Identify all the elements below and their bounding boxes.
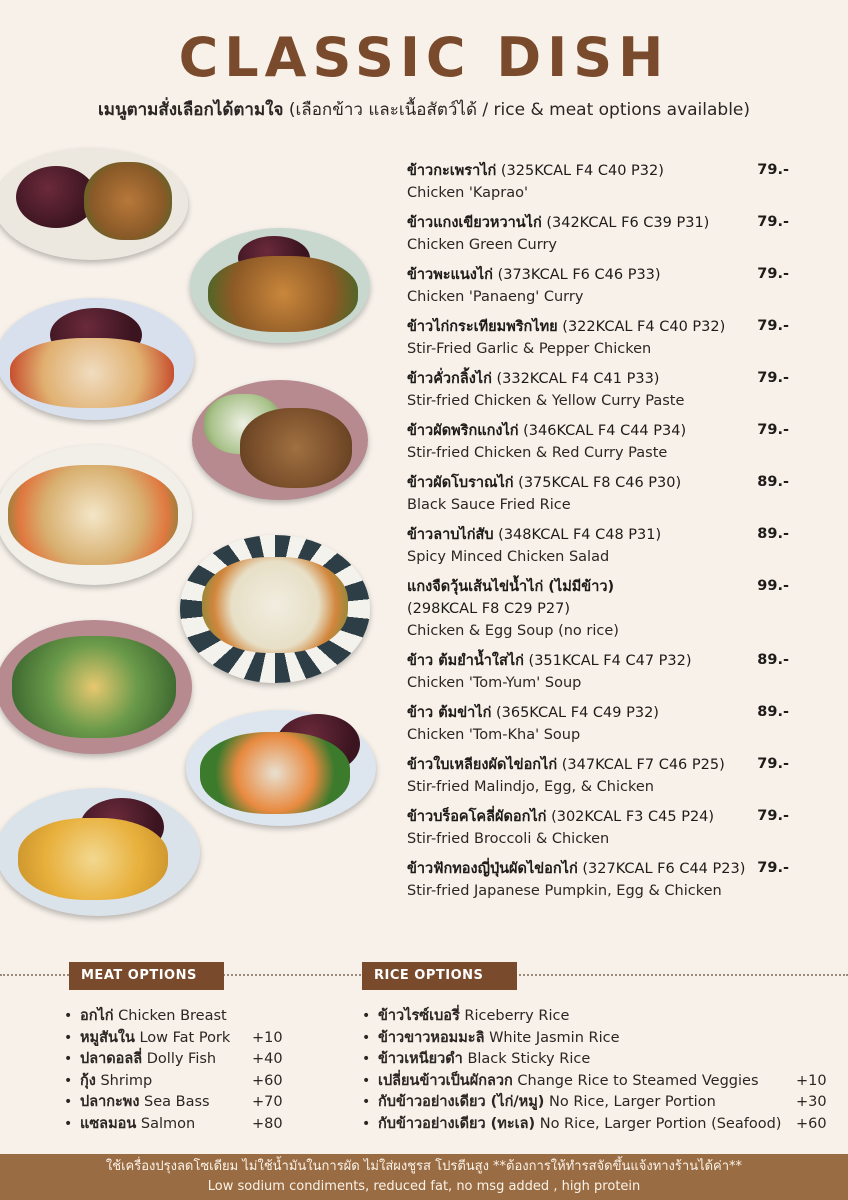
- menu-item-thai-name: ข้าวใบเหลียงผัดไข่อกไก่: [407, 757, 558, 773]
- menu-item: [407, 702, 807, 746]
- menu-item-nutrition: (327KCAL F6 C44 P23): [582, 861, 746, 877]
- footer-line-english: Low sodium condiments, reduced fat, no msg added , high protein: [207, 1179, 641, 1194]
- option-item: [64, 1114, 294, 1136]
- option-item: [362, 1049, 832, 1071]
- menu-item-english: Stir-Fried Garlic & Pepper Chicken: [407, 341, 652, 357]
- dish-image-curry-stir-fry: [0, 445, 192, 585]
- menu-item-nutrition: (373KCAL F6 C46 P33): [497, 267, 661, 283]
- menu-item: [407, 858, 807, 902]
- menu-item-thai: [407, 806, 807, 828]
- option-item: [362, 1114, 832, 1136]
- page-subtitle: [0, 96, 848, 123]
- menu-item-nutrition: (375KCAL F8 C46 P30): [518, 475, 682, 491]
- menu-item-nutrition: (346KCAL F4 C44 P34): [523, 423, 687, 439]
- menu-item-english: Chicken 'Kaprao': [407, 185, 528, 201]
- menu-item: [407, 368, 807, 412]
- menu-item-thai-name: ข้าวพะแนงไก่: [407, 267, 493, 283]
- menu-item-nutrition: (325KCAL F4 C40 P32): [500, 163, 664, 179]
- option-extra-price: +30: [796, 1094, 827, 1110]
- option-english: Low Fat Pork: [139, 1029, 231, 1046]
- option-item: [362, 1071, 832, 1093]
- menu-item-nutrition: (351KCAL F4 C47 P32): [528, 653, 692, 669]
- menu-item-price: 79.-: [757, 214, 789, 230]
- option-item: [64, 1049, 294, 1071]
- subtitle-rest: (เลือกข้าว และเนื้อสัตว์ได้ / rice & meat options available): [288, 100, 751, 120]
- dish-image-green-curry: [190, 228, 370, 343]
- menu-item-thai-name: ข้าวลาบไก่สับ: [407, 527, 494, 543]
- menu-item-price: 89.-: [757, 704, 789, 720]
- menu-list: [407, 160, 807, 910]
- dish-image-soup-bowl: [180, 535, 370, 683]
- menu-item-price: 79.-: [757, 860, 789, 876]
- dish-image-pumpkin: [0, 788, 200, 916]
- menu-item-thai-name: ข้าวแกงเขียวหวานไก่: [407, 215, 542, 231]
- option-english: Dolly Fish: [146, 1051, 217, 1067]
- menu-item-price: 79.-: [757, 318, 789, 334]
- menu-item: [407, 420, 807, 464]
- menu-item-thai-name: ข้าวผัดพริกแกงไก่: [407, 423, 519, 439]
- menu-item-price: 79.-: [757, 756, 789, 772]
- option-english: Shrimp: [100, 1072, 153, 1089]
- subtitle-thai: เมนูตามสั่งเลือกได้ตามใจ: [97, 100, 284, 120]
- option-item: [64, 1071, 294, 1093]
- dish-image-garlic-chicken: [192, 380, 368, 500]
- menu-item-thai: [407, 212, 807, 234]
- option-thai: ข้าวขาวหอมมะลิ: [378, 1029, 485, 1046]
- option-english: No Rice, Larger Portion (Seafood): [539, 1115, 782, 1132]
- menu-item-nutrition: (347KCAL F7 C46 P25): [561, 757, 725, 773]
- option-thai: หมูสันใน: [80, 1029, 135, 1046]
- rice-options-heading: RICE OPTIONS: [362, 962, 517, 990]
- menu-item-price: 89.-: [757, 474, 789, 490]
- menu-item-thai-name: แกงจืดวุ้นเส้นไข่น้ำไก่ (ไม่มีข้าว): [407, 579, 615, 595]
- menu-item-english: Stir-fried Chicken & Red Curry Paste: [407, 445, 668, 461]
- rice-options-list: [362, 1006, 832, 1135]
- menu-item-english: Chicken 'Tom-Kha' Soup: [407, 727, 581, 743]
- menu-item-thai-name: ข้าวบร็อคโคลี่ผัดอกไก่: [407, 809, 547, 825]
- menu-item-price: 99.-: [757, 578, 789, 594]
- menu-item-price: 79.-: [757, 370, 789, 386]
- menu-item-nutrition: (342KCAL F6 C39 P31): [546, 215, 710, 231]
- dish-image-kaprao: [0, 148, 188, 260]
- menu-item-thai-name: ข้าวฟักทองญี่ปุ่นผัดไข่อกไก่: [407, 861, 578, 877]
- option-item: [362, 1092, 832, 1114]
- option-english: Chicken Breast: [118, 1008, 227, 1024]
- menu-item-thai: [407, 264, 807, 286]
- option-english: Change Rice to Steamed Veggies: [517, 1072, 759, 1089]
- menu-item-thai-name: ข้าวกะเพราไก่: [407, 163, 497, 179]
- menu-item-thai: [407, 754, 807, 776]
- dish-image-broccoli: [186, 710, 376, 826]
- menu-item-price: 79.-: [757, 808, 789, 824]
- footer-note: [0, 1154, 848, 1200]
- option-thai: กับข้าวอย่างเดียว (ไก่/หมู): [378, 1094, 545, 1110]
- dish-image-malindjo: [0, 620, 192, 754]
- option-extra-price: +60: [796, 1115, 827, 1132]
- menu-item-nutrition: (348KCAL F4 C48 P31): [498, 527, 662, 543]
- option-extra-price: +40: [252, 1051, 283, 1067]
- menu-item-thai-name: ข้าว ต้มข่าไก่: [407, 705, 492, 721]
- menu-item: [407, 212, 807, 256]
- option-thai: กับข้าวอย่างเดียว (ทะเล): [378, 1115, 536, 1132]
- menu-item-nutrition: (365KCAL F4 C49 P32): [495, 705, 659, 721]
- option-thai: เปลี่ยนข้าวเป็นผักลวก: [378, 1072, 513, 1089]
- footer-line-thai: ใช้เครื่องปรุงลดโซเดียม ไม่ใช้น้ำมันในการผัด ไม่ใส่ผงชูรส โปรตีนสูง **ต้องการให้ทำรสจัดขึ้นแจ้งทางร้านได้ค่า**: [105, 1159, 743, 1174]
- menu-item: [407, 316, 807, 360]
- menu-item: [407, 472, 807, 516]
- option-item: [362, 1028, 832, 1050]
- menu-item-thai: [407, 524, 807, 546]
- menu-item-nutrition: (302KCAL F3 C45 P24): [551, 809, 715, 825]
- menu-item-english: Stir-fried Japanese Pumpkin, Egg & Chicken: [407, 883, 722, 899]
- menu-item-thai: [407, 368, 807, 390]
- option-extra-price: +10: [796, 1072, 827, 1089]
- menu-item-english: Spicy Minced Chicken Salad: [407, 549, 610, 565]
- menu-item-english: Chicken & Egg Soup (no rice): [407, 623, 619, 639]
- option-thai: ข้าวไรซ์เบอรี่: [378, 1008, 460, 1024]
- page-title: CLASSIC DISH: [178, 26, 670, 89]
- option-english: Riceberry Rice: [464, 1008, 570, 1024]
- option-item: [64, 1092, 294, 1114]
- menu-item-price: 79.-: [757, 422, 789, 438]
- menu-item-thai: [407, 650, 807, 672]
- menu-item: [407, 754, 807, 798]
- option-thai: ปลากะพง: [80, 1094, 140, 1110]
- option-item: [64, 1028, 294, 1050]
- menu-item-price: 79.-: [757, 266, 789, 282]
- meat-options-list: [64, 1006, 294, 1135]
- menu-item: [407, 650, 807, 694]
- option-extra-price: +80: [252, 1115, 283, 1132]
- dish-image-panaeng: [0, 298, 194, 420]
- option-english: Salmon: [140, 1115, 196, 1132]
- option-thai: ข้าวเหนียวดำ: [378, 1051, 463, 1067]
- option-thai: ปลาดอลลี่: [80, 1051, 143, 1067]
- menu-item-thai: [407, 420, 807, 442]
- menu-item-english: Black Sauce Fried Rice: [407, 497, 571, 513]
- option-english: No Rice, Larger Portion: [549, 1094, 716, 1110]
- menu-item-thai: [407, 472, 807, 494]
- menu-item: [407, 160, 807, 204]
- menu-item-english: Chicken Green Curry: [407, 237, 557, 253]
- option-thai: แซลมอน: [80, 1115, 137, 1132]
- menu-item: [407, 806, 807, 850]
- menu-item-thai-name: ข้าวคั่วกลิ้งไก่: [407, 371, 492, 387]
- option-item: [64, 1006, 294, 1028]
- menu-item: [407, 524, 807, 568]
- menu-item-thai-name: ข้าวไก่กระเทียมพริกไทย: [407, 319, 558, 335]
- menu-item-nutrition: (332KCAL F4 C41 P33): [496, 371, 660, 387]
- dish-photos: [0, 140, 390, 930]
- menu-item-thai-name: ข้าว ต้มยำน้ำใสไก่: [407, 653, 524, 669]
- option-english: White Jasmin Rice: [489, 1029, 620, 1046]
- menu-item-thai: [407, 576, 807, 598]
- menu-item-price: 89.-: [757, 526, 789, 542]
- option-english: Sea Bass: [144, 1094, 210, 1110]
- option-thai: กุ้ง: [80, 1072, 96, 1089]
- menu-item-nutrition: (298KCAL F8 C29 P27): [407, 601, 570, 617]
- menu-item-english: Stir-fried Chicken & Yellow Curry Paste: [407, 393, 685, 409]
- option-english: Black Sticky Rice: [467, 1051, 591, 1067]
- option-extra-price: +70: [252, 1094, 283, 1110]
- menu-item-thai: [407, 316, 807, 338]
- menu-item-english: Chicken 'Panaeng' Curry: [407, 289, 584, 305]
- menu-item-english: Chicken 'Tom-Yum' Soup: [407, 675, 582, 691]
- option-extra-price: +10: [252, 1029, 283, 1046]
- menu-item-thai-name: ข้าวผัดโบราณไก่: [407, 475, 514, 491]
- option-extra-price: +60: [252, 1072, 283, 1089]
- menu-item-english: Stir-fried Malindjo, Egg, & Chicken: [407, 779, 654, 795]
- menu-item-nutrition: (322KCAL F4 C40 P32): [562, 319, 726, 335]
- option-item: [362, 1006, 832, 1028]
- menu-item-price: 79.-: [757, 162, 789, 178]
- menu-item: [407, 576, 807, 642]
- meat-options-heading: MEAT OPTIONS: [69, 962, 224, 990]
- menu-item-english: Stir-fried Broccoli & Chicken: [407, 831, 610, 847]
- option-thai: อกไก่: [80, 1008, 114, 1024]
- menu-item-price: 89.-: [757, 652, 789, 668]
- menu-item-thai: [407, 702, 807, 724]
- menu-item-thai: [407, 160, 807, 182]
- menu-item: [407, 264, 807, 308]
- menu-item-thai: [407, 858, 807, 880]
